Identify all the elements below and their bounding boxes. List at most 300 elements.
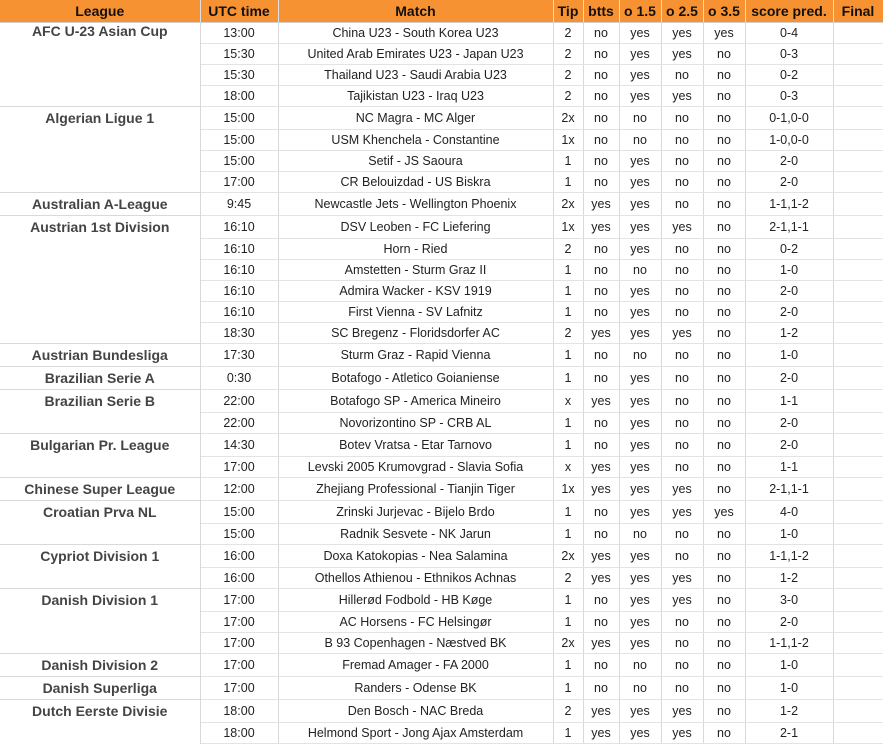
over-1-5-cell[interactable]: yes xyxy=(619,239,661,260)
match-cell[interactable]: USM Khenchela - Constantine xyxy=(278,130,553,151)
final-cell[interactable] xyxy=(833,260,883,281)
match-cell[interactable]: Radnik Sesvete - NK Jarun xyxy=(278,524,553,545)
tip-cell[interactable]: 2 xyxy=(553,44,583,65)
match-cell[interactable]: Hillerød Fodbold - HB Køge xyxy=(278,589,553,612)
header-match[interactable]: Match xyxy=(278,0,553,23)
over-2-5-cell[interactable]: yes xyxy=(661,86,703,107)
btts-cell[interactable]: no xyxy=(583,524,619,545)
score-prediction-cell[interactable]: 2-1,1-1 xyxy=(745,478,833,501)
header-score-prediction[interactable]: score pred. xyxy=(745,0,833,23)
match-cell[interactable]: B 93 Copenhagen - Næstved BK xyxy=(278,633,553,654)
league-cell[interactable]: Bulgarian Pr. League xyxy=(0,434,200,457)
score-prediction-cell[interactable]: 0-2 xyxy=(745,239,833,260)
utc-time-cell[interactable]: 17:00 xyxy=(200,172,278,193)
utc-time-cell[interactable]: 17:00 xyxy=(200,589,278,612)
btts-cell[interactable]: yes xyxy=(583,568,619,589)
utc-time-cell[interactable]: 17:00 xyxy=(200,654,278,677)
btts-cell[interactable]: yes xyxy=(583,700,619,723)
tip-cell[interactable]: 1 xyxy=(553,501,583,524)
match-cell[interactable]: Newcastle Jets - Wellington Phoenix xyxy=(278,193,553,216)
btts-cell[interactable]: no xyxy=(583,302,619,323)
over-1-5-cell[interactable]: yes xyxy=(619,193,661,216)
final-cell[interactable] xyxy=(833,390,883,413)
tip-cell[interactable]: 1 xyxy=(553,654,583,677)
league-cell[interactable] xyxy=(0,413,200,434)
header-over-2-5[interactable]: o 2.5 xyxy=(661,0,703,23)
over-3-5-cell[interactable]: no xyxy=(703,612,745,633)
utc-time-cell[interactable]: 16:10 xyxy=(200,302,278,323)
over-2-5-cell[interactable]: yes xyxy=(661,700,703,723)
final-cell[interactable] xyxy=(833,193,883,216)
final-cell[interactable] xyxy=(833,323,883,344)
utc-time-cell[interactable]: 17:30 xyxy=(200,344,278,367)
league-cell[interactable] xyxy=(0,44,200,65)
match-cell[interactable]: Doxa Katokopias - Nea Salamina xyxy=(278,545,553,568)
over-2-5-cell[interactable]: no xyxy=(661,239,703,260)
over-2-5-cell[interactable]: yes xyxy=(661,478,703,501)
score-prediction-cell[interactable]: 0-3 xyxy=(745,44,833,65)
tip-cell[interactable]: 1 xyxy=(553,367,583,390)
utc-time-cell[interactable]: 15:30 xyxy=(200,65,278,86)
score-prediction-cell[interactable]: 4-0 xyxy=(745,501,833,524)
tip-cell[interactable]: x xyxy=(553,390,583,413)
final-cell[interactable] xyxy=(833,723,883,744)
final-cell[interactable] xyxy=(833,86,883,107)
final-cell[interactable] xyxy=(833,545,883,568)
over-3-5-cell[interactable]: no xyxy=(703,390,745,413)
score-prediction-cell[interactable]: 1-0 xyxy=(745,260,833,281)
score-prediction-cell[interactable]: 1-1 xyxy=(745,457,833,478)
score-prediction-cell[interactable]: 0-4 xyxy=(745,23,833,44)
final-cell[interactable] xyxy=(833,65,883,86)
tip-cell[interactable]: 2 xyxy=(553,323,583,344)
utc-time-cell[interactable]: 18:00 xyxy=(200,86,278,107)
btts-cell[interactable]: yes xyxy=(583,478,619,501)
final-cell[interactable] xyxy=(833,434,883,457)
match-cell[interactable]: Thailand U23 - Saudi Arabia U23 xyxy=(278,65,553,86)
over-2-5-cell[interactable]: no xyxy=(661,633,703,654)
over-3-5-cell[interactable]: no xyxy=(703,193,745,216)
utc-time-cell[interactable]: 0:30 xyxy=(200,367,278,390)
over-1-5-cell[interactable]: no xyxy=(619,524,661,545)
score-prediction-cell[interactable]: 2-1 xyxy=(745,723,833,744)
over-1-5-cell[interactable]: yes xyxy=(619,612,661,633)
tip-cell[interactable]: x xyxy=(553,457,583,478)
over-2-5-cell[interactable]: no xyxy=(661,107,703,130)
header-final[interactable]: Final xyxy=(833,0,883,23)
btts-cell[interactable]: no xyxy=(583,260,619,281)
over-3-5-cell[interactable]: no xyxy=(703,568,745,589)
tip-cell[interactable]: 1x xyxy=(553,478,583,501)
over-3-5-cell[interactable]: no xyxy=(703,367,745,390)
btts-cell[interactable]: no xyxy=(583,612,619,633)
league-cell[interactable] xyxy=(0,323,200,344)
tip-cell[interactable]: 1 xyxy=(553,413,583,434)
utc-time-cell[interactable]: 17:00 xyxy=(200,457,278,478)
tip-cell[interactable]: 1 xyxy=(553,677,583,700)
match-cell[interactable]: Helmond Sport - Jong Ajax Amsterdam xyxy=(278,723,553,744)
over-2-5-cell[interactable]: yes xyxy=(661,44,703,65)
btts-cell[interactable]: no xyxy=(583,172,619,193)
btts-cell[interactable]: no xyxy=(583,107,619,130)
league-cell[interactable] xyxy=(0,239,200,260)
match-cell[interactable]: Setif - JS Saoura xyxy=(278,151,553,172)
final-cell[interactable] xyxy=(833,633,883,654)
match-cell[interactable]: Tajikistan U23 - Iraq U23 xyxy=(278,86,553,107)
over-1-5-cell[interactable]: yes xyxy=(619,434,661,457)
match-cell[interactable]: Amstetten - Sturm Graz II xyxy=(278,260,553,281)
tip-cell[interactable]: 2 xyxy=(553,23,583,44)
final-cell[interactable] xyxy=(833,568,883,589)
over-2-5-cell[interactable]: yes xyxy=(661,589,703,612)
over-1-5-cell[interactable]: yes xyxy=(619,302,661,323)
over-3-5-cell[interactable]: yes xyxy=(703,23,745,44)
utc-time-cell[interactable]: 18:30 xyxy=(200,323,278,344)
tip-cell[interactable]: 1 xyxy=(553,524,583,545)
final-cell[interactable] xyxy=(833,478,883,501)
utc-time-cell[interactable]: 16:10 xyxy=(200,239,278,260)
btts-cell[interactable]: no xyxy=(583,130,619,151)
header-over-1-5[interactable]: o 1.5 xyxy=(619,0,661,23)
final-cell[interactable] xyxy=(833,281,883,302)
league-cell[interactable] xyxy=(0,723,200,744)
match-cell[interactable]: Zhejiang Professional - Tianjin Tiger xyxy=(278,478,553,501)
final-cell[interactable] xyxy=(833,172,883,193)
utc-time-cell[interactable]: 12:00 xyxy=(200,478,278,501)
over-2-5-cell[interactable]: no xyxy=(661,434,703,457)
league-cell[interactable] xyxy=(0,281,200,302)
over-3-5-cell[interactable]: no xyxy=(703,434,745,457)
over-2-5-cell[interactable]: no xyxy=(661,193,703,216)
header-tip[interactable]: Tip xyxy=(553,0,583,23)
btts-cell[interactable]: no xyxy=(583,413,619,434)
match-cell[interactable]: Botev Vratsa - Etar Tarnovo xyxy=(278,434,553,457)
final-cell[interactable] xyxy=(833,677,883,700)
tip-cell[interactable]: 2x xyxy=(553,107,583,130)
btts-cell[interactable]: yes xyxy=(583,390,619,413)
over-3-5-cell[interactable]: no xyxy=(703,457,745,478)
over-1-5-cell[interactable]: yes xyxy=(619,216,661,239)
over-3-5-cell[interactable]: no xyxy=(703,478,745,501)
over-2-5-cell[interactable]: no xyxy=(661,457,703,478)
score-prediction-cell[interactable]: 2-0 xyxy=(745,413,833,434)
tip-cell[interactable]: 1x xyxy=(553,216,583,239)
league-cell[interactable]: Croatian Prva NL xyxy=(0,501,200,524)
score-prediction-cell[interactable]: 0-2 xyxy=(745,65,833,86)
over-3-5-cell[interactable]: no xyxy=(703,65,745,86)
match-cell[interactable]: China U23 - South Korea U23 xyxy=(278,23,553,44)
utc-time-cell[interactable]: 18:00 xyxy=(200,700,278,723)
score-prediction-cell[interactable]: 2-1,1-1 xyxy=(745,216,833,239)
league-cell[interactable] xyxy=(0,260,200,281)
final-cell[interactable] xyxy=(833,612,883,633)
btts-cell[interactable]: no xyxy=(583,434,619,457)
tip-cell[interactable]: 1 xyxy=(553,281,583,302)
over-1-5-cell[interactable]: yes xyxy=(619,44,661,65)
over-1-5-cell[interactable]: yes xyxy=(619,568,661,589)
tip-cell[interactable]: 2 xyxy=(553,700,583,723)
btts-cell[interactable]: yes xyxy=(583,545,619,568)
match-cell[interactable]: First Vienna - SV Lafnitz xyxy=(278,302,553,323)
btts-cell[interactable]: no xyxy=(583,589,619,612)
over-2-5-cell[interactable]: no xyxy=(661,612,703,633)
over-1-5-cell[interactable]: no xyxy=(619,107,661,130)
btts-cell[interactable]: no xyxy=(583,23,619,44)
over-3-5-cell[interactable]: no xyxy=(703,151,745,172)
utc-time-cell[interactable]: 16:10 xyxy=(200,281,278,302)
utc-time-cell[interactable]: 15:00 xyxy=(200,524,278,545)
over-2-5-cell[interactable]: no xyxy=(661,130,703,151)
score-prediction-cell[interactable]: 2-0 xyxy=(745,302,833,323)
over-3-5-cell[interactable]: no xyxy=(703,107,745,130)
final-cell[interactable] xyxy=(833,654,883,677)
tip-cell[interactable]: 2x xyxy=(553,545,583,568)
league-cell[interactable]: Austrian 1st Division xyxy=(0,216,200,239)
utc-time-cell[interactable]: 17:00 xyxy=(200,612,278,633)
final-cell[interactable] xyxy=(833,23,883,44)
final-cell[interactable] xyxy=(833,44,883,65)
final-cell[interactable] xyxy=(833,107,883,130)
final-cell[interactable] xyxy=(833,457,883,478)
league-cell[interactable]: Algerian Ligue 1 xyxy=(0,107,200,130)
over-3-5-cell[interactable]: no xyxy=(703,44,745,65)
over-2-5-cell[interactable]: no xyxy=(661,281,703,302)
btts-cell[interactable]: no xyxy=(583,239,619,260)
header-btts[interactable]: btts xyxy=(583,0,619,23)
over-1-5-cell[interactable]: yes xyxy=(619,723,661,744)
final-cell[interactable] xyxy=(833,151,883,172)
over-2-5-cell[interactable]: no xyxy=(661,390,703,413)
over-1-5-cell[interactable]: yes xyxy=(619,700,661,723)
score-prediction-cell[interactable]: 2-0 xyxy=(745,367,833,390)
tip-cell[interactable]: 1 xyxy=(553,344,583,367)
score-prediction-cell[interactable]: 1-0 xyxy=(745,654,833,677)
match-cell[interactable]: SC Bregenz - Floridsdorfer AC xyxy=(278,323,553,344)
btts-cell[interactable]: no xyxy=(583,44,619,65)
league-cell[interactable]: Australian A-League xyxy=(0,193,200,216)
over-2-5-cell[interactable]: no xyxy=(661,302,703,323)
over-2-5-cell[interactable]: no xyxy=(661,367,703,390)
tip-cell[interactable]: 1 xyxy=(553,302,583,323)
over-1-5-cell[interactable]: no xyxy=(619,130,661,151)
over-3-5-cell[interactable]: no xyxy=(703,302,745,323)
tip-cell[interactable]: 2 xyxy=(553,65,583,86)
over-1-5-cell[interactable]: yes xyxy=(619,390,661,413)
league-cell[interactable] xyxy=(0,612,200,633)
btts-cell[interactable]: yes xyxy=(583,633,619,654)
tip-cell[interactable]: 1x xyxy=(553,130,583,151)
over-1-5-cell[interactable]: yes xyxy=(619,86,661,107)
league-cell[interactable] xyxy=(0,172,200,193)
btts-cell[interactable]: no xyxy=(583,367,619,390)
league-cell[interactable] xyxy=(0,86,200,107)
score-prediction-cell[interactable]: 1-2 xyxy=(745,568,833,589)
score-prediction-cell[interactable]: 1-0 xyxy=(745,344,833,367)
over-3-5-cell[interactable]: no xyxy=(703,700,745,723)
league-cell[interactable] xyxy=(0,302,200,323)
tip-cell[interactable]: 1 xyxy=(553,151,583,172)
utc-time-cell[interactable]: 15:00 xyxy=(200,107,278,130)
tip-cell[interactable]: 1 xyxy=(553,612,583,633)
btts-cell[interactable]: no xyxy=(583,151,619,172)
utc-time-cell[interactable]: 17:00 xyxy=(200,633,278,654)
score-prediction-cell[interactable]: 2-0 xyxy=(745,172,833,193)
league-cell[interactable] xyxy=(0,65,200,86)
score-prediction-cell[interactable]: 1-1,1-2 xyxy=(745,545,833,568)
over-3-5-cell[interactable]: no xyxy=(703,86,745,107)
utc-time-cell[interactable]: 15:00 xyxy=(200,501,278,524)
tip-cell[interactable]: 2 xyxy=(553,86,583,107)
league-cell[interactable]: AFC U-23 Asian Cup xyxy=(0,23,200,44)
over-2-5-cell[interactable]: no xyxy=(661,65,703,86)
over-3-5-cell[interactable]: yes xyxy=(703,501,745,524)
over-3-5-cell[interactable]: no xyxy=(703,633,745,654)
match-cell[interactable]: Randers - Odense BK xyxy=(278,677,553,700)
btts-cell[interactable]: no xyxy=(583,501,619,524)
score-prediction-cell[interactable]: 2-0 xyxy=(745,612,833,633)
utc-time-cell[interactable]: 15:00 xyxy=(200,151,278,172)
match-cell[interactable]: Othellos Athienou - Ethnikos Achnas xyxy=(278,568,553,589)
league-cell[interactable]: Austrian Bundesliga xyxy=(0,344,200,367)
final-cell[interactable] xyxy=(833,367,883,390)
btts-cell[interactable]: yes xyxy=(583,323,619,344)
league-cell[interactable]: Danish Superliga xyxy=(0,677,200,700)
over-3-5-cell[interactable]: no xyxy=(703,413,745,434)
final-cell[interactable] xyxy=(833,239,883,260)
match-cell[interactable]: Levski 2005 Krumovgrad - Slavia Sofia xyxy=(278,457,553,478)
final-cell[interactable] xyxy=(833,216,883,239)
btts-cell[interactable]: yes xyxy=(583,216,619,239)
score-prediction-cell[interactable]: 0-1,0-0 xyxy=(745,107,833,130)
tip-cell[interactable]: 2x xyxy=(553,633,583,654)
league-cell[interactable]: Dutch Eerste Divisie xyxy=(0,700,200,723)
over-1-5-cell[interactable]: yes xyxy=(619,633,661,654)
match-cell[interactable]: United Arab Emirates U23 - Japan U23 xyxy=(278,44,553,65)
match-cell[interactable]: Botafogo SP - America Mineiro xyxy=(278,390,553,413)
final-cell[interactable] xyxy=(833,344,883,367)
score-prediction-cell[interactable]: 2-0 xyxy=(745,434,833,457)
match-cell[interactable]: CR Belouizdad - US Biskra xyxy=(278,172,553,193)
over-2-5-cell[interactable]: no xyxy=(661,677,703,700)
match-cell[interactable]: Novorizontino SP - CRB AL xyxy=(278,413,553,434)
over-2-5-cell[interactable]: yes xyxy=(661,23,703,44)
match-cell[interactable]: DSV Leoben - FC Liefering xyxy=(278,216,553,239)
final-cell[interactable] xyxy=(833,589,883,612)
btts-cell[interactable]: no xyxy=(583,344,619,367)
over-1-5-cell[interactable]: yes xyxy=(619,23,661,44)
over-3-5-cell[interactable]: no xyxy=(703,589,745,612)
over-3-5-cell[interactable]: no xyxy=(703,344,745,367)
score-prediction-cell[interactable]: 2-0 xyxy=(745,281,833,302)
over-2-5-cell[interactable]: no xyxy=(661,654,703,677)
over-3-5-cell[interactable]: no xyxy=(703,239,745,260)
over-3-5-cell[interactable]: no xyxy=(703,260,745,281)
match-cell[interactable]: Zrinski Jurjevac - Bijelo Brdo xyxy=(278,501,553,524)
match-cell[interactable]: AC Horsens - FC Helsingør xyxy=(278,612,553,633)
score-prediction-cell[interactable]: 1-2 xyxy=(745,700,833,723)
match-cell[interactable]: Botafogo - Atletico Goianiense xyxy=(278,367,553,390)
score-prediction-cell[interactable]: 1-0,0-0 xyxy=(745,130,833,151)
league-cell[interactable] xyxy=(0,457,200,478)
score-prediction-cell[interactable]: 1-0 xyxy=(745,524,833,545)
utc-time-cell[interactable]: 15:30 xyxy=(200,44,278,65)
over-1-5-cell[interactable]: no xyxy=(619,260,661,281)
match-cell[interactable]: Fremad Amager - FA 2000 xyxy=(278,654,553,677)
over-2-5-cell[interactable]: yes xyxy=(661,568,703,589)
over-3-5-cell[interactable]: no xyxy=(703,130,745,151)
final-cell[interactable] xyxy=(833,413,883,434)
over-1-5-cell[interactable]: yes xyxy=(619,151,661,172)
tip-cell[interactable]: 2 xyxy=(553,568,583,589)
match-cell[interactable]: NC Magra - MC Alger xyxy=(278,107,553,130)
over-3-5-cell[interactable]: no xyxy=(703,723,745,744)
over-2-5-cell[interactable]: yes xyxy=(661,723,703,744)
btts-cell[interactable]: no xyxy=(583,65,619,86)
over-2-5-cell[interactable]: no xyxy=(661,413,703,434)
league-cell[interactable]: Danish Division 2 xyxy=(0,654,200,677)
over-1-5-cell[interactable]: yes xyxy=(619,413,661,434)
over-1-5-cell[interactable]: yes xyxy=(619,545,661,568)
score-prediction-cell[interactable]: 2-0 xyxy=(745,151,833,172)
utc-time-cell[interactable]: 14:30 xyxy=(200,434,278,457)
match-cell[interactable]: Horn - Ried xyxy=(278,239,553,260)
tip-cell[interactable]: 1 xyxy=(553,172,583,193)
over-3-5-cell[interactable]: no xyxy=(703,172,745,193)
utc-time-cell[interactable]: 18:00 xyxy=(200,723,278,744)
over-3-5-cell[interactable]: no xyxy=(703,323,745,344)
utc-time-cell[interactable]: 16:10 xyxy=(200,216,278,239)
over-3-5-cell[interactable]: no xyxy=(703,281,745,302)
score-prediction-cell[interactable]: 1-1,1-2 xyxy=(745,633,833,654)
over-3-5-cell[interactable]: no xyxy=(703,545,745,568)
league-cell[interactable]: Brazilian Serie A xyxy=(0,367,200,390)
over-1-5-cell[interactable]: yes xyxy=(619,281,661,302)
over-1-5-cell[interactable]: yes xyxy=(619,172,661,193)
tip-cell[interactable]: 1 xyxy=(553,434,583,457)
league-cell[interactable] xyxy=(0,524,200,545)
over-2-5-cell[interactable]: yes xyxy=(661,216,703,239)
header-over-3-5[interactable]: o 3.5 xyxy=(703,0,745,23)
over-2-5-cell[interactable]: no xyxy=(661,524,703,545)
utc-time-cell[interactable]: 22:00 xyxy=(200,390,278,413)
over-1-5-cell[interactable]: no xyxy=(619,677,661,700)
league-cell[interactable]: Chinese Super League xyxy=(0,478,200,501)
score-prediction-cell[interactable]: 3-0 xyxy=(745,589,833,612)
league-cell[interactable]: Brazilian Serie B xyxy=(0,390,200,413)
over-2-5-cell[interactable]: yes xyxy=(661,501,703,524)
final-cell[interactable] xyxy=(833,302,883,323)
final-cell[interactable] xyxy=(833,130,883,151)
league-cell[interactable]: Danish Division 1 xyxy=(0,589,200,612)
utc-time-cell[interactable]: 13:00 xyxy=(200,23,278,44)
utc-time-cell[interactable]: 9:45 xyxy=(200,193,278,216)
match-cell[interactable]: Sturm Graz - Rapid Vienna xyxy=(278,344,553,367)
header-league[interactable]: League xyxy=(0,0,200,23)
score-prediction-cell[interactable]: 1-1,1-2 xyxy=(745,193,833,216)
over-2-5-cell[interactable]: no xyxy=(661,172,703,193)
over-1-5-cell[interactable]: yes xyxy=(619,457,661,478)
header-utc-time[interactable]: UTC time xyxy=(200,0,278,23)
btts-cell[interactable]: yes xyxy=(583,193,619,216)
match-cell[interactable]: Den Bosch - NAC Breda xyxy=(278,700,553,723)
btts-cell[interactable]: no xyxy=(583,654,619,677)
over-2-5-cell[interactable]: no xyxy=(661,545,703,568)
score-prediction-cell[interactable]: 1-0 xyxy=(745,677,833,700)
over-1-5-cell[interactable]: yes xyxy=(619,501,661,524)
over-3-5-cell[interactable]: no xyxy=(703,677,745,700)
utc-time-cell[interactable]: 16:00 xyxy=(200,545,278,568)
league-cell[interactable] xyxy=(0,568,200,589)
